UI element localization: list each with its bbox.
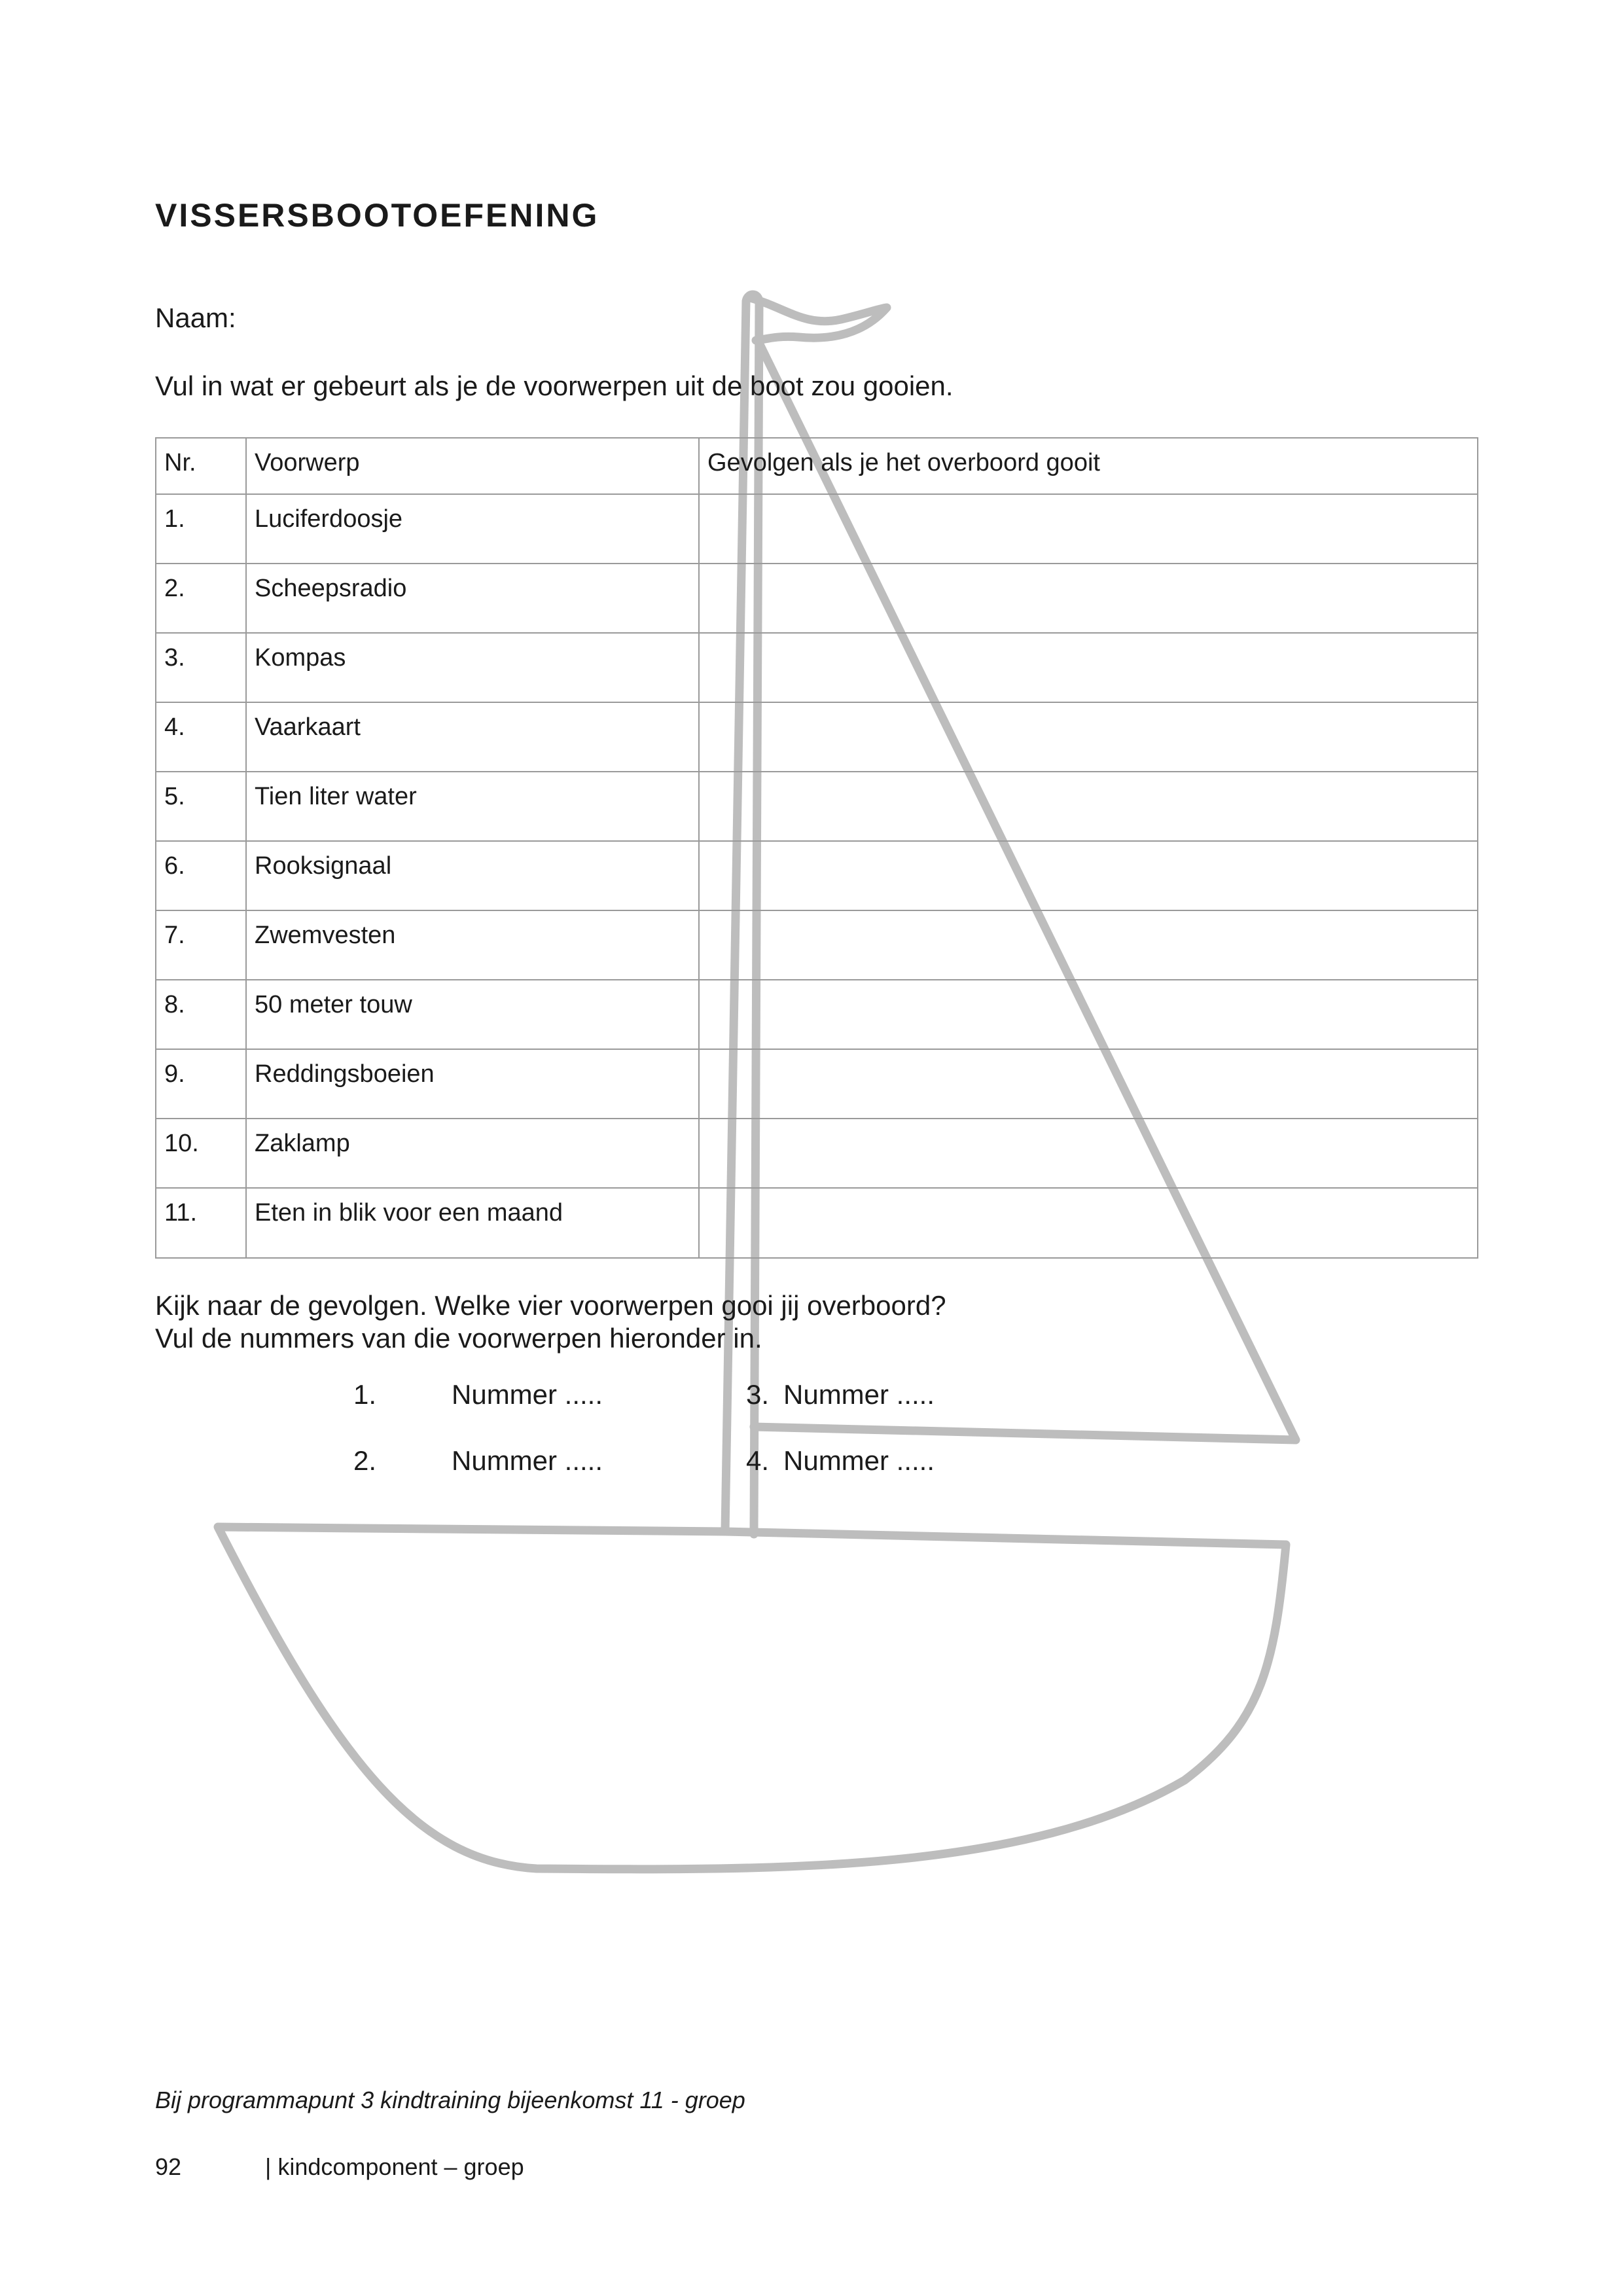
row-consequence-field[interactable] — [699, 980, 1478, 1049]
row-nr: 5. — [156, 772, 246, 841]
row-nr: 9. — [156, 1049, 246, 1119]
answer-number: 4. — [746, 1445, 770, 1476]
header-nr: Nr. — [156, 438, 246, 494]
name-label: Naam: — [155, 302, 236, 333]
row-nr: 8. — [156, 980, 246, 1049]
row-consequence-field[interactable] — [699, 772, 1478, 841]
row-nr: 11. — [156, 1188, 246, 1258]
row-nr: 4. — [156, 702, 246, 772]
footer-note: Bij programmapunt 3 kindtraining bijeenkomst 11 - groep — [155, 2087, 745, 2113]
table-row — [156, 1119, 1478, 1188]
row-item: Reddingsboeien — [246, 1049, 699, 1119]
row-nr: 7. — [156, 910, 246, 980]
table-header-row — [156, 438, 1478, 494]
table-row — [156, 1188, 1478, 1258]
row-item: Zwemvesten — [246, 910, 699, 980]
table-row — [156, 980, 1478, 1049]
answer-number: 1. — [353, 1379, 377, 1410]
answer-field[interactable]: Nummer ..... — [452, 1379, 603, 1410]
answer-field[interactable]: Nummer ..... — [452, 1445, 603, 1476]
boat-hull — [218, 1527, 1286, 1869]
row-consequence-field[interactable] — [699, 841, 1478, 910]
row-item: Zaklamp — [246, 1119, 699, 1188]
row-consequence-field[interactable] — [699, 1119, 1478, 1188]
page-title: VISSERSBOOTOEFENING — [155, 197, 599, 234]
instruction-text: Vul in wat er gebeurt als je de voorwerpen uit de boot zou gooien. — [155, 370, 954, 401]
table-row — [156, 633, 1478, 702]
header-item: Voorwerp — [246, 438, 699, 494]
row-consequence-field[interactable] — [699, 633, 1478, 702]
answer-field[interactable]: Nummer ..... — [783, 1445, 935, 1476]
items-table — [155, 437, 1478, 1259]
table-row — [156, 702, 1478, 772]
table-row — [156, 910, 1478, 980]
row-nr: 3. — [156, 633, 246, 702]
table-row — [156, 1049, 1478, 1119]
row-item: Luciferdoosje — [246, 494, 699, 564]
header-consequence: Gevolgen als je het overboord gooit — [699, 438, 1478, 494]
row-item: Scheepsradio — [246, 564, 699, 633]
page-number: 92 — [155, 2153, 182, 2180]
boat-flag — [750, 298, 887, 340]
row-consequence-field[interactable] — [699, 564, 1478, 633]
answer-field[interactable]: Nummer ..... — [783, 1379, 935, 1410]
row-nr: 2. — [156, 564, 246, 633]
row-consequence-field[interactable] — [699, 1049, 1478, 1119]
row-item: Rooksignaal — [246, 841, 699, 910]
row-nr: 10. — [156, 1119, 246, 1188]
table-row — [156, 494, 1478, 564]
answer-number: 2. — [353, 1445, 377, 1476]
question-line-2: Vul de nummers van die voorwerpen hieronder in. — [155, 1323, 762, 1354]
table-row — [156, 772, 1478, 841]
table-row — [156, 841, 1478, 910]
row-item: Tien liter water — [246, 772, 699, 841]
table-row — [156, 564, 1478, 633]
row-nr: 1. — [156, 494, 246, 564]
row-consequence-field[interactable] — [699, 1188, 1478, 1258]
row-item: Vaarkaart — [246, 702, 699, 772]
section-label: | kindcomponent – groep — [265, 2153, 524, 2180]
row-item: 50 meter touw — [246, 980, 699, 1049]
row-item: Eten in blik voor een maand — [246, 1188, 699, 1258]
question-line-1: Kijk naar de gevolgen. Welke vier voorwerpen gooi jij overboord? — [155, 1290, 946, 1321]
row-item: Kompas — [246, 633, 699, 702]
answer-number: 3. — [746, 1379, 770, 1410]
row-consequence-field[interactable] — [699, 494, 1478, 564]
row-consequence-field[interactable] — [699, 702, 1478, 772]
question-text — [155, 1289, 946, 1355]
row-nr: 6. — [156, 841, 246, 910]
row-consequence-field[interactable] — [699, 910, 1478, 980]
